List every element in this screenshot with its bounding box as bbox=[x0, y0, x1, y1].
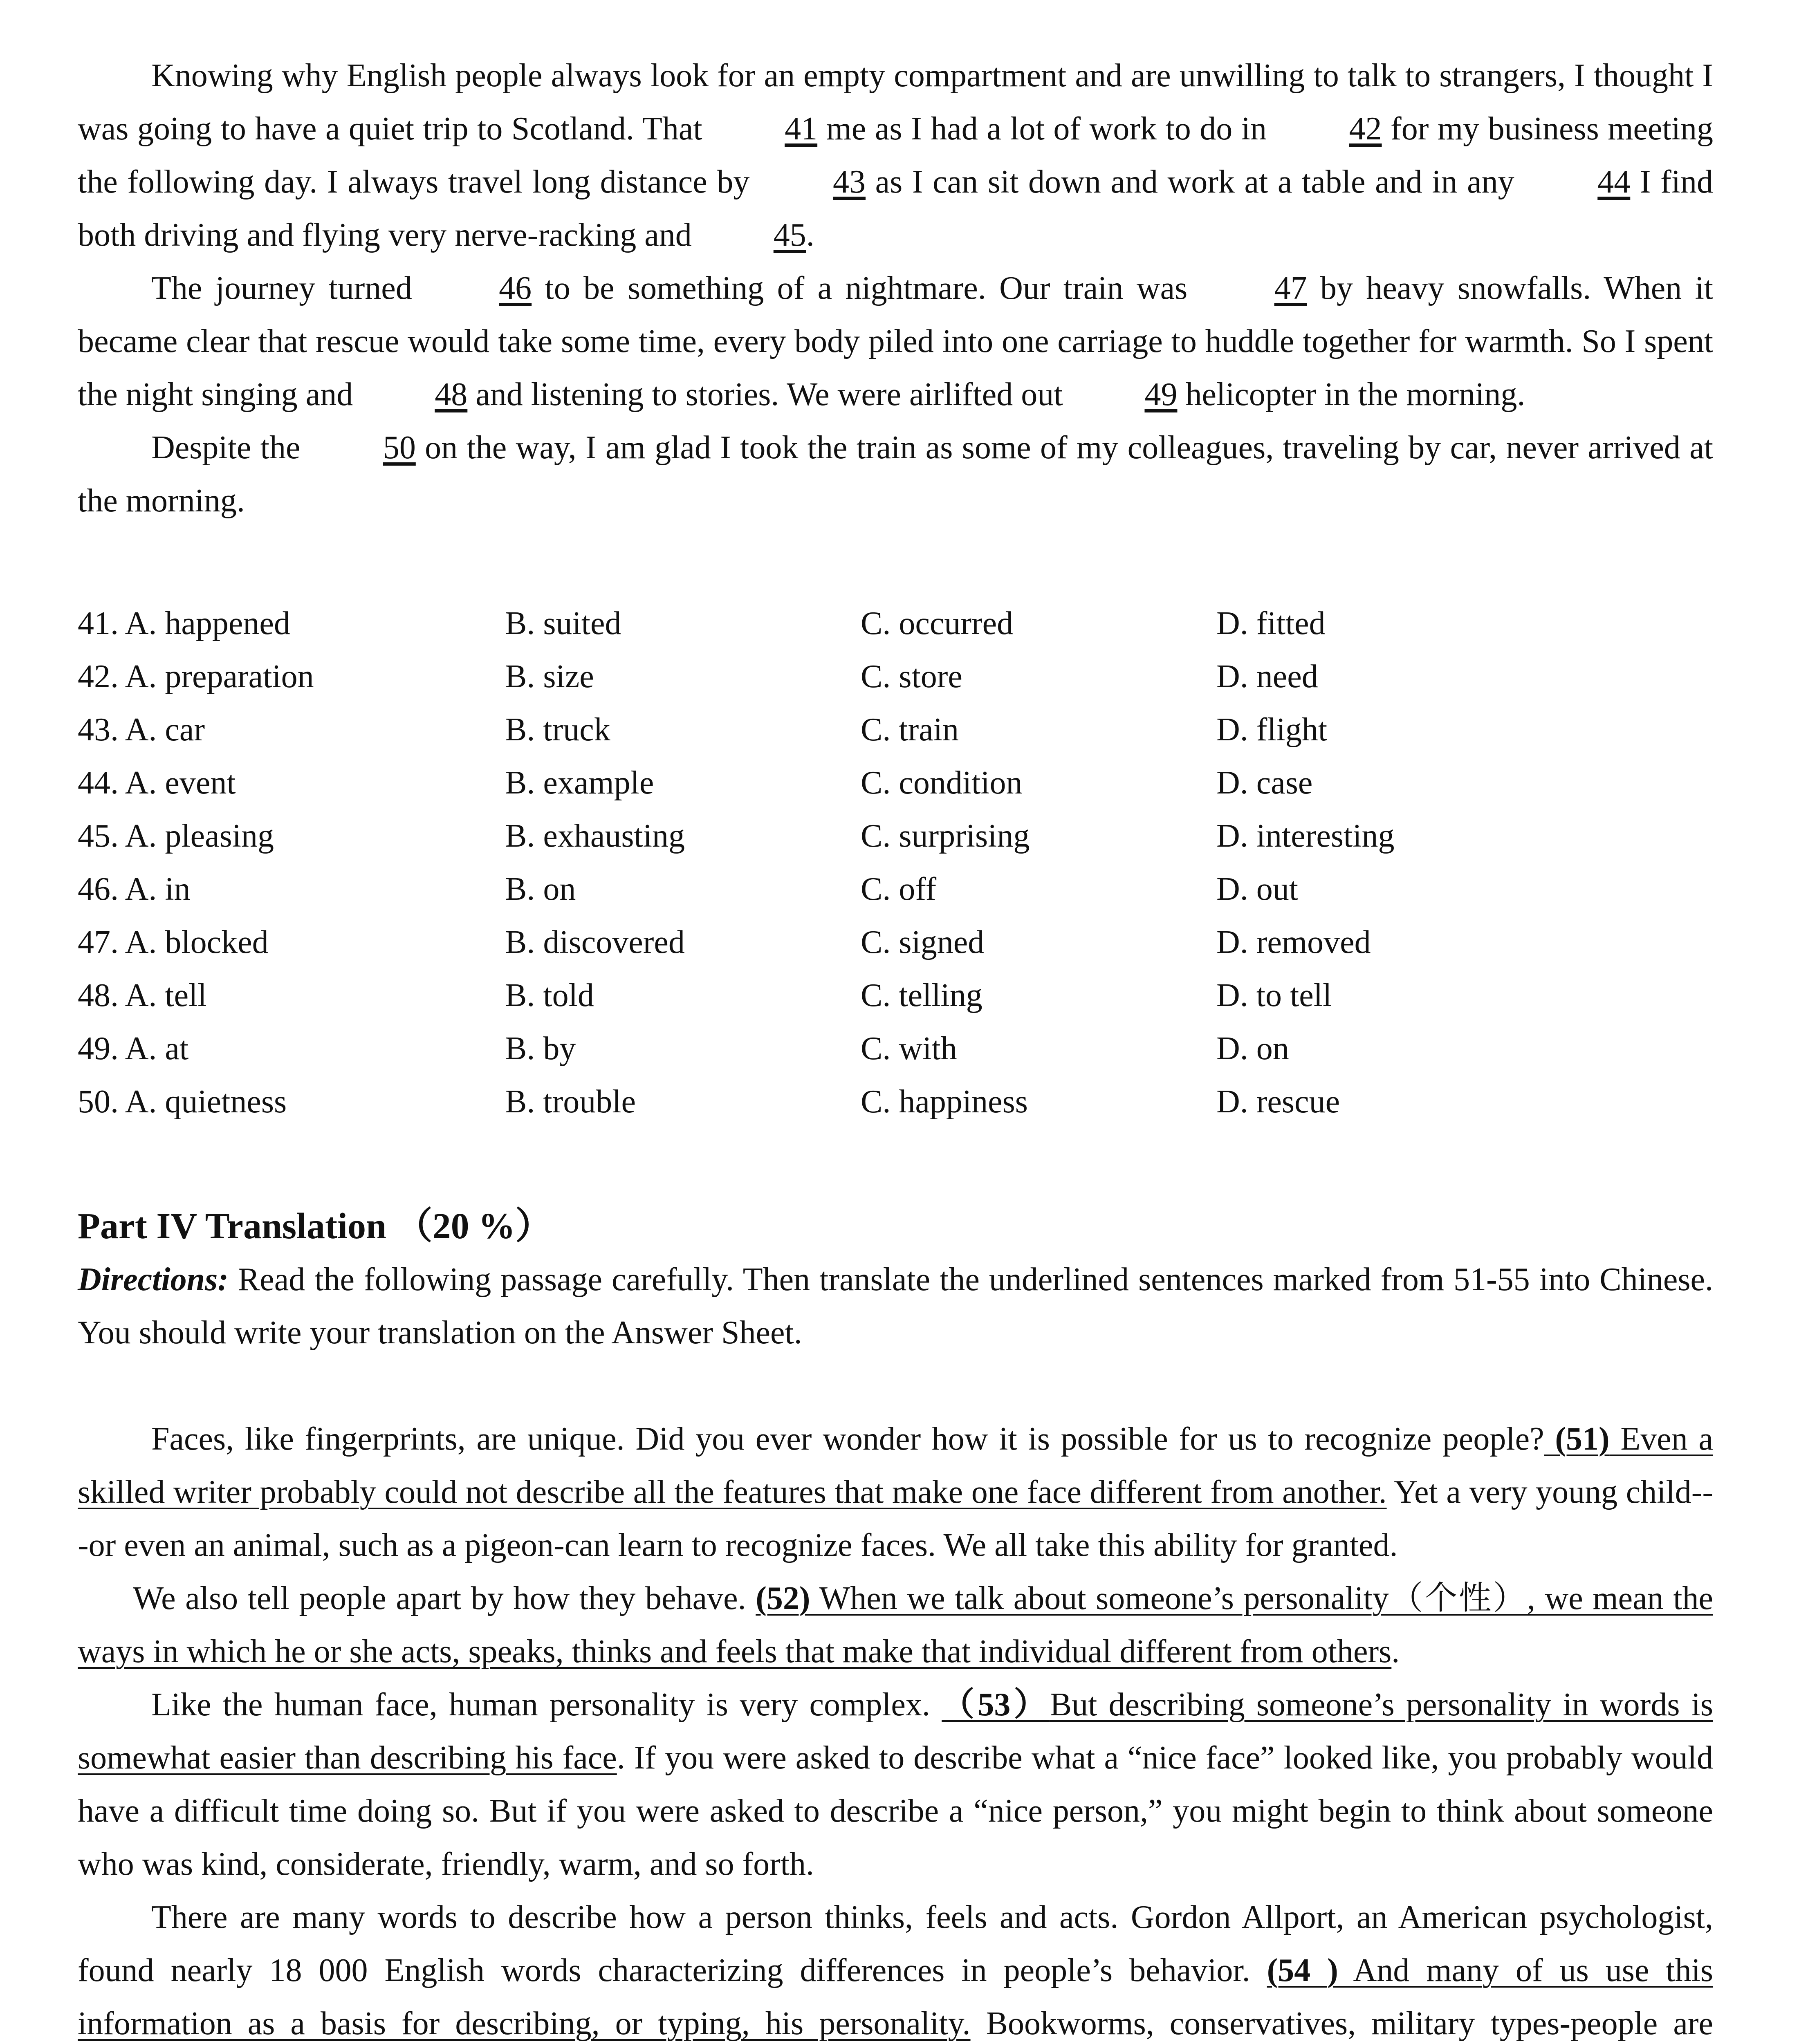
option-c: C. occurred bbox=[861, 605, 1014, 641]
option-c: C. with bbox=[861, 1031, 957, 1067]
underlined-sentence-54: And many of us use this information as a basis for describing, or typing, his personality. bbox=[78, 1952, 1714, 2042]
option-b: B. by bbox=[505, 1031, 576, 1067]
sentence-number-52: (52) bbox=[756, 1580, 810, 1616]
passage-text: We also tell people apart by how they behave. bbox=[133, 1580, 756, 1616]
option-d: D. interesting bbox=[1216, 818, 1395, 854]
option-row bbox=[78, 597, 1713, 650]
sentence-number-54: (54 ) bbox=[1267, 1952, 1338, 1988]
cloze-text: by heavy snowfalls. When it became clear that rescue would take some time, every body piled into one carriage to huddle together for warmth. So I spent the night singing and bbox=[78, 270, 1714, 412]
passage-text: Faces, like fingerprints, are unique. Did you ever wonder how it is possible for us to recognize people? bbox=[151, 1421, 1544, 1457]
option-row bbox=[78, 809, 1713, 863]
cloze-text: Despite the bbox=[151, 430, 310, 466]
option-b: B. exhausting bbox=[505, 818, 685, 854]
option-d: D. on bbox=[1216, 1031, 1289, 1067]
underlined-sentence-51: Even a skilled writer probably could not describe all the features that make one face different from another. bbox=[78, 1421, 1714, 1510]
sentence-number-53: （53） bbox=[942, 1687, 1050, 1723]
cloze-text: I find both driving and flying very nerve-racking and bbox=[78, 164, 1714, 253]
option-row bbox=[78, 703, 1713, 756]
option-b: B. trouble bbox=[505, 1084, 636, 1120]
option-d: D. out bbox=[1216, 871, 1298, 907]
blank-42: 42 bbox=[1349, 111, 1382, 147]
option-row bbox=[78, 863, 1713, 916]
blank-47: 47 bbox=[1274, 270, 1307, 306]
option-b: B. told bbox=[505, 977, 594, 1013]
cloze-text: as I can sit down and work at a table and in any bbox=[865, 164, 1524, 200]
option-c: C. telling bbox=[861, 977, 982, 1013]
option-c: C. off bbox=[861, 871, 937, 907]
cloze-text: . bbox=[806, 217, 814, 253]
sentence-number-51: (51) bbox=[1544, 1421, 1610, 1457]
option-a: 43. A. car bbox=[78, 712, 205, 748]
passage-paragraph-4 bbox=[78, 1891, 1713, 2044]
option-row bbox=[78, 916, 1713, 969]
directions-label: Directions: bbox=[78, 1262, 229, 1298]
option-c: C. signed bbox=[861, 924, 985, 960]
translation-passage bbox=[78, 1412, 1713, 2044]
cloze-text: me as I had a lot of work to do in bbox=[817, 111, 1276, 147]
passage-text: . bbox=[1391, 1634, 1400, 1670]
option-d: D. rescue bbox=[1216, 1084, 1340, 1120]
option-a: 49. A. at bbox=[78, 1031, 189, 1067]
option-c: C. happiness bbox=[861, 1084, 1028, 1120]
cloze-text: The journey turned bbox=[151, 270, 426, 306]
answer-options-table bbox=[78, 597, 1713, 1128]
cloze-text: on the way, I am glad I took the train as some of my colleagues, traveling by car, never arrived at the morning. bbox=[78, 430, 1714, 519]
option-d: D. flight bbox=[1216, 712, 1328, 748]
passage-text: Like the human face, human personality is very complex. bbox=[151, 1687, 942, 1723]
cloze-text: to be something of a nightmare. Our train was bbox=[532, 270, 1201, 306]
blank-46: 46 bbox=[499, 270, 532, 306]
passage-paragraph-3 bbox=[78, 1678, 1713, 1891]
option-c: C. train bbox=[861, 712, 959, 748]
option-b: B. on bbox=[505, 871, 576, 907]
cloze-paragraph-2 bbox=[78, 262, 1713, 421]
directions-text: Read the following passage carefully. Then translate the underlined sentences marked from 51-55 into Chinese. You should write your translation on the Answer Sheet. bbox=[78, 1262, 1713, 1351]
cloze-text: for my business meeting the following day. I always travel long distance by bbox=[78, 111, 1713, 200]
blank-43: 43 bbox=[832, 164, 866, 200]
cloze-text: helicopter in the morning. bbox=[1177, 377, 1525, 412]
passage-text: Bookworms, conservatives, military types-people are bbox=[986, 2006, 1714, 2042]
option-a: 41. A. happened bbox=[78, 605, 290, 641]
option-a: 42. A. preparation bbox=[78, 659, 314, 695]
option-a: 47. A. blocked bbox=[78, 924, 269, 960]
directions bbox=[78, 1253, 1713, 1359]
option-a: 48. A. tell bbox=[78, 977, 207, 1013]
passage-text: Yet a very young child---or even an animal, such as a pigeon-can learn to recognize faces. We all take this ability for granted. bbox=[78, 1474, 1713, 1563]
option-b: B. example bbox=[505, 765, 654, 801]
underlined-sentence-52: When we talk about someone’s personality（个性）, we mean the ways in which he or she acts, speaks, thinks and feels that make that individual different from others bbox=[78, 1580, 1713, 1670]
option-d: D. removed bbox=[1216, 924, 1371, 960]
underlined-sentence-53: But describing someone’s personality in words is somewhat easier than describing his face bbox=[78, 1687, 1714, 1776]
blank-48: 48 bbox=[435, 377, 468, 412]
blank-44: 44 bbox=[1597, 164, 1631, 200]
option-b: B. suited bbox=[505, 605, 621, 641]
cloze-text: Knowing why English people always look for an empty compartment and are unwilling to talk to strangers, I thought I was going to have a quiet trip to Scotland. That bbox=[78, 58, 1713, 147]
cloze-text: and listening to stories. We were airlifted out bbox=[467, 377, 1071, 412]
passage-paragraph-1 bbox=[78, 1412, 1713, 1572]
option-c: C. condition bbox=[861, 765, 1023, 801]
option-b: B. truck bbox=[505, 712, 610, 748]
option-row bbox=[78, 969, 1713, 1022]
option-row bbox=[78, 1022, 1713, 1075]
option-d: D. case bbox=[1216, 765, 1313, 801]
option-b: B. size bbox=[505, 659, 594, 695]
option-a: 44. A. event bbox=[78, 765, 236, 801]
blank-45: 45 bbox=[773, 217, 806, 253]
option-a: 50. A. quietness bbox=[78, 1084, 287, 1120]
blank-41: 41 bbox=[785, 111, 818, 147]
cloze-paragraph-1 bbox=[78, 49, 1713, 262]
passage-text: There are many words to describe how a person thinks, feels and acts. Gordon Allport, an American psychologist, found nearly 18 000 English words characterizing differences in people’s behavior. bbox=[78, 1899, 1713, 1988]
option-row bbox=[78, 756, 1713, 809]
option-c: C. store bbox=[861, 659, 962, 695]
option-c: C. surprising bbox=[861, 818, 1030, 854]
option-row bbox=[78, 650, 1713, 703]
blank-50: 50 bbox=[383, 430, 416, 466]
section-title: Part IV Translation （20 %） bbox=[78, 1206, 552, 1246]
option-b: B. discovered bbox=[505, 924, 685, 960]
blank-49: 49 bbox=[1144, 377, 1178, 412]
passage-text: . If you were asked to describe what a “nice face” looked like, you probably would have a difficult time doing so. But if you were asked to describe a “nice person,” you might begin to think about someone who was kind, considerate, friendly, warm, and so forth. bbox=[78, 1740, 1713, 1882]
passage-paragraph-2 bbox=[78, 1572, 1713, 1678]
option-row bbox=[78, 1075, 1713, 1128]
cloze-paragraph-3 bbox=[78, 421, 1713, 527]
exam-page bbox=[78, 49, 1713, 2044]
option-d: D. need bbox=[1216, 659, 1318, 695]
option-d: D. fitted bbox=[1216, 605, 1326, 641]
option-a: 45. A. pleasing bbox=[78, 818, 274, 854]
option-a: 46. A. in bbox=[78, 871, 191, 907]
option-d: D. to tell bbox=[1216, 977, 1332, 1013]
